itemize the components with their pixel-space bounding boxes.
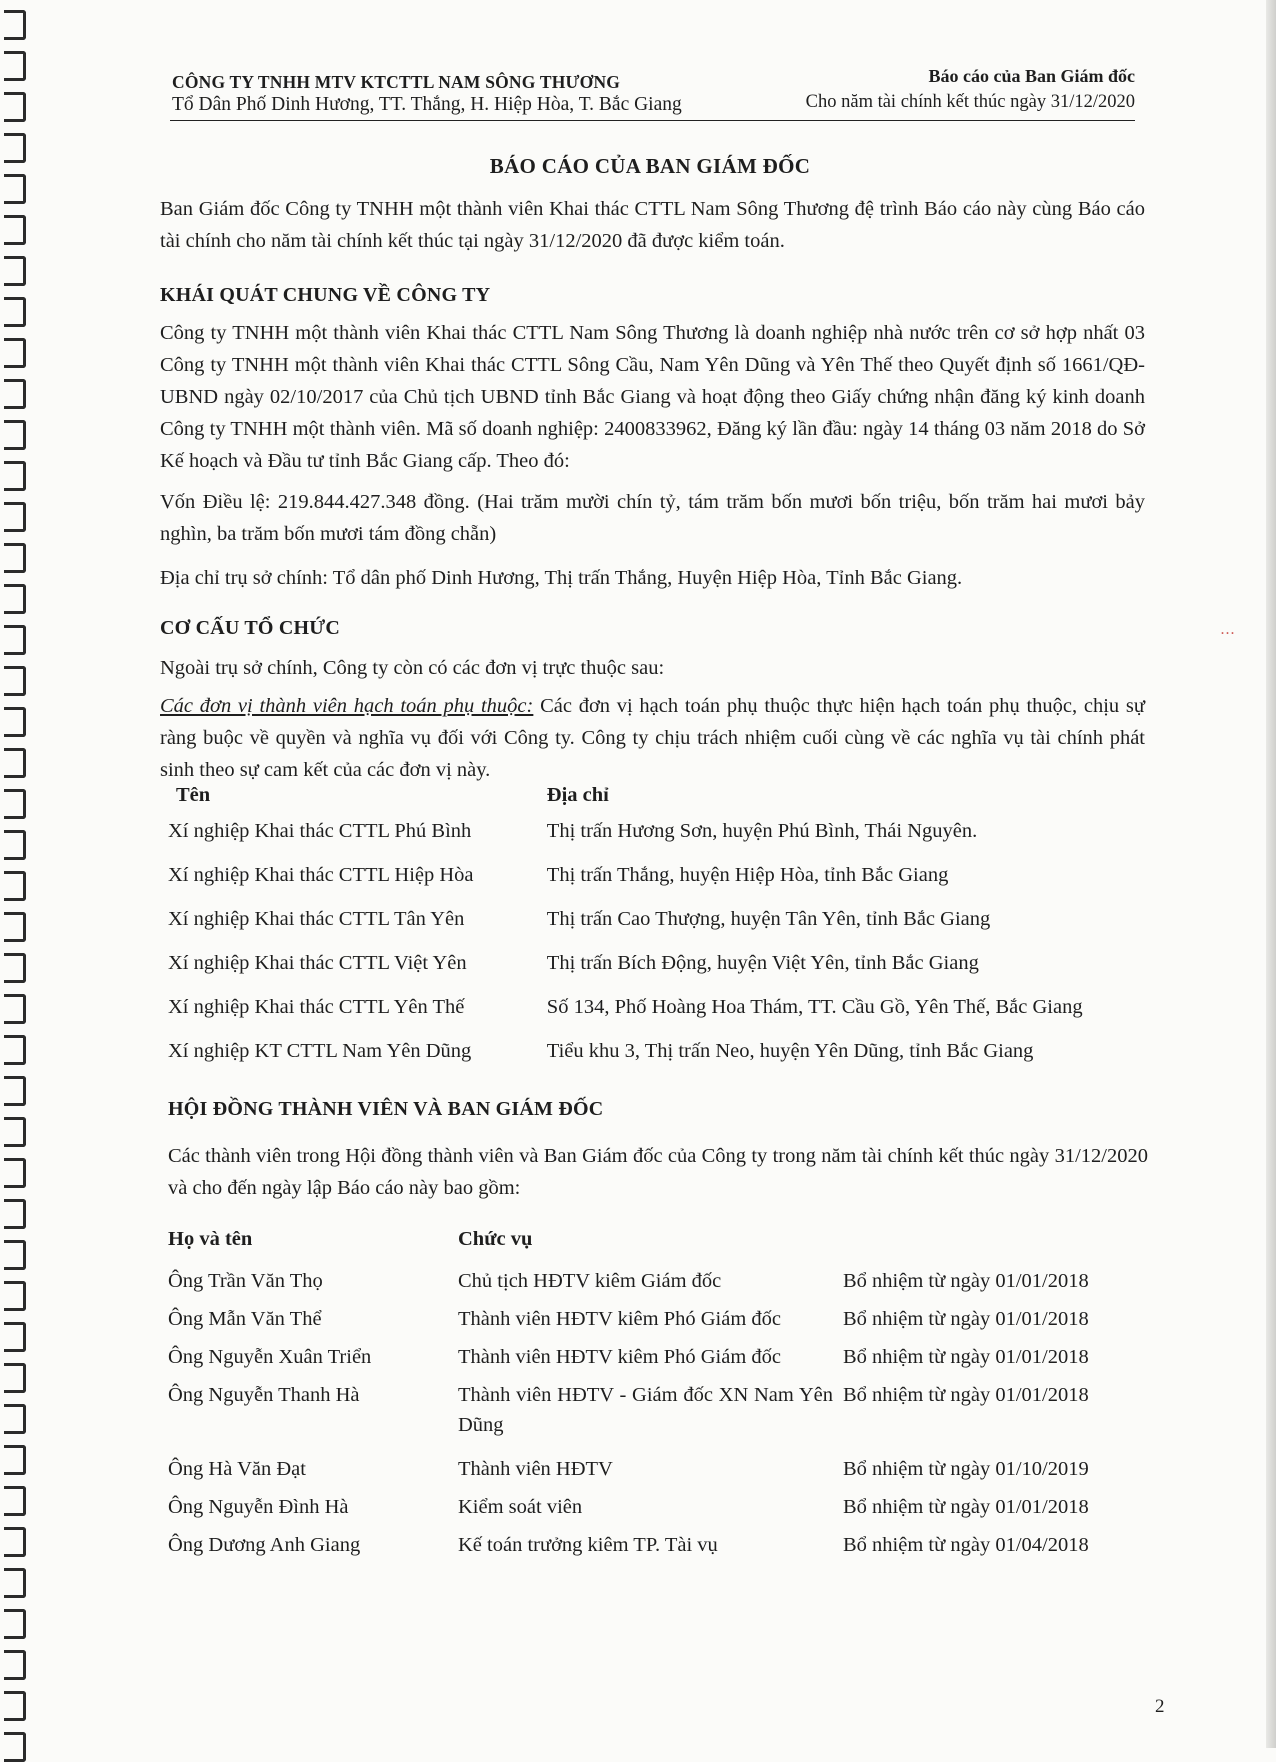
binding-ring — [4, 502, 26, 532]
report-name: Báo cáo của Ban Giám đốc — [928, 66, 1135, 86]
unit-address: Thị trấn Thắng, huyện Hiệp Hòa, tỉnh Bắc Giang — [546, 864, 949, 886]
binding-ring — [4, 1404, 26, 1434]
binding-ring — [4, 584, 26, 614]
board-heading: HỘI ĐỒNG THÀNH VIÊN VÀ BAN GIÁM ĐỐC — [168, 1098, 604, 1120]
member-appointed: Bổ nhiệm từ ngày 01/10/2019 — [843, 1458, 1089, 1480]
member-position: Thành viên HĐTV - Giám đốc XN Nam Yên Dũng — [458, 1384, 833, 1436]
binding-ring — [4, 1076, 26, 1106]
unit-name: Xí nghiệp Khai thác CTTL Tân Yên — [168, 908, 465, 930]
general-paragraph: Công ty TNHH một thành viên Khai thác CTTL Nam Sông Thương là doanh nghiệp nhà nước trên cơ sở hợp nhất 03 Công ty TNHH một thành viên Khai thác CTTL Sông Cầu, Nam Yên Dũng và Yên Thế theo Quyết định số 1661/QĐ-UBND ngày 02/10/2017 của Chủ tịch UBND tỉnh Bắc Giang và hoạt động theo Giấy chứng nhận đăng ký kinh doanh Công ty TNHH một thành viên. Mã số doanh nghiệp: 2400833962, Đăng ký lần đầu: ngày 14 tháng 03 năm 2018 do Sở Kế hoạch và Đầu tư tỉnh Bắc Giang cấp. Theo đó: — [160, 322, 1145, 472]
page-title: BÁO CÁO CỦA BAN GIÁM ĐỐC — [489, 154, 811, 178]
member-row — [168, 1342, 1113, 1380]
binding-ring — [4, 1117, 26, 1147]
member-position: Thành viên HĐTV kiêm Phó Giám đốc — [458, 1346, 782, 1368]
dependent-units-label: Các đơn vị thành viên hạch toán phụ thuộc: — [160, 695, 534, 717]
member-appointed: Bổ nhiệm từ ngày 01/04/2018 — [843, 1534, 1089, 1556]
member-row — [168, 1454, 1113, 1492]
unit-address: Thị trấn Hương Sơn, huyện Phú Bình, Thái Nguyên. — [546, 820, 978, 842]
member-name: Ông Hà Văn Đạt — [168, 1458, 306, 1480]
binding-ring — [4, 1322, 26, 1352]
unit-address: Tiểu khu 3, Thị trấn Neo, huyện Yên Dũng, tỉnh Bắc Giang — [546, 1040, 1034, 1062]
company-address: Tổ Dân Phố Dinh Hương, TT. Thắng, H. Hiệp Hòa, T. Bắc Giang — [172, 94, 682, 115]
unit-row — [168, 996, 1140, 1040]
member-name: Ông Mẫn Văn Thể — [168, 1308, 322, 1330]
col-position-header: Chức vụ — [458, 1228, 533, 1250]
binding-ring — [4, 1445, 26, 1475]
binding-ring — [4, 256, 26, 286]
member-appointed: Bổ nhiệm từ ngày 01/01/2018 — [843, 1496, 1089, 1518]
binding-ring — [4, 748, 26, 778]
binding-ring — [4, 830, 26, 860]
binding-ring — [4, 912, 26, 942]
col-fullname-header: Họ và tên — [168, 1228, 253, 1250]
member-name: Ông Nguyễn Đình Hà — [168, 1496, 349, 1518]
binding-ring — [4, 215, 26, 245]
org-intro: Ngoài trụ sở chính, Công ty còn có các đơn vị trực thuộc sau: — [160, 657, 665, 679]
binding-ring — [4, 379, 26, 409]
unit-row — [168, 1040, 1140, 1084]
red-stamp-fragment: … — [1220, 620, 1235, 638]
units-table — [168, 784, 1140, 1084]
member-row — [168, 1266, 1113, 1304]
binding-ring — [4, 1158, 26, 1188]
member-appointed: Bổ nhiệm từ ngày 01/01/2018 — [843, 1270, 1089, 1292]
member-name: Ông Trần Văn Thọ — [168, 1270, 323, 1292]
binding-ring — [4, 133, 26, 163]
binding-ring — [4, 92, 26, 122]
binding-ring — [4, 338, 26, 368]
binding-ring — [4, 1691, 26, 1721]
member-position: Thành viên HĐTV — [458, 1458, 613, 1480]
report-period: Cho năm tài chính kết thúc ngày 31/12/2020 — [805, 92, 1135, 112]
member-row — [168, 1492, 1113, 1530]
header-rule — [170, 120, 1135, 121]
binding-ring — [4, 789, 26, 819]
head-office-paragraph: Địa chỉ trụ sở chính: Tổ dân phố Dinh Hương, Thị trấn Thắng, Huyện Hiệp Hòa, Tỉnh Bắc Giang. — [160, 567, 963, 589]
binding-ring — [4, 10, 26, 40]
member-row — [168, 1530, 1113, 1568]
binding-ring — [4, 625, 26, 655]
binding-ring — [4, 1609, 26, 1639]
unit-name: Xí nghiệp Khai thác CTTL Yên Thế — [168, 996, 465, 1018]
members-header-row — [168, 1228, 1113, 1266]
col-address-header: Địa chỉ — [546, 784, 609, 806]
binding-ring — [4, 707, 26, 737]
member-name: Ông Nguyễn Thanh Hà — [168, 1384, 360, 1406]
binding-ring — [4, 461, 26, 491]
binding-ring — [4, 953, 26, 983]
binding-ring — [4, 420, 26, 450]
binding-ring — [4, 871, 26, 901]
capital-paragraph: Vốn Điều lệ: 219.844.427.348 đồng. (Hai trăm mười chín tỷ, tám trăm bốn mươi bốn triệu, bốn trăm hai mươi bảy nghìn, ba trăm bốn mươi tám đồng chẵn) — [160, 491, 1145, 545]
unit-row — [168, 908, 1140, 952]
page-number: 2 — [1155, 1696, 1165, 1717]
units-header-row — [168, 784, 1140, 820]
unit-name: Xí nghiệp Khai thác CTTL Phú Bình — [168, 820, 472, 842]
company-name: CÔNG TY TNHH MTV KTCTTL NAM SÔNG THƯƠNG — [172, 72, 621, 92]
dependent-units-paragraph — [160, 690, 1145, 786]
member-row — [168, 1380, 1113, 1454]
member-position: Chủ tịch HĐTV kiêm Giám đốc — [458, 1270, 722, 1292]
unit-row — [168, 864, 1140, 908]
member-name: Ông Dương Anh Giang — [168, 1534, 361, 1556]
unit-name: Xí nghiệp Khai thác CTTL Việt Yên — [168, 952, 467, 974]
general-heading: KHÁI QUÁT CHUNG VỀ CÔNG TY — [160, 284, 491, 306]
member-position: Kiểm soát viên — [458, 1496, 583, 1518]
member-row — [168, 1304, 1113, 1342]
board-intro: Các thành viên trong Hội đồng thành viên và Ban Giám đốc của Công ty trong năm tài chính kết thúc ngày 31/12/2020 và cho đến ngày lập Báo cáo này bao gồm: — [168, 1145, 1148, 1199]
member-appointed: Bổ nhiệm từ ngày 01/01/2018 — [843, 1308, 1089, 1330]
binding-ring — [4, 1363, 26, 1393]
unit-row — [168, 820, 1140, 864]
binding-ring — [4, 1486, 26, 1516]
col-appointed-header — [843, 1228, 1113, 1266]
dependent-units-text: Các đơn vị hạch toán phụ thuộc thực hiện hạch toán phụ thuộc, chịu sự ràng buộc về quyền và nghĩa vụ đối với Công ty. Công ty chịu trách nhiệm cuối cùng về các nghĩa vụ tài chính phát sinh theo sự cam kết của các đơn vị này. — [160, 695, 1145, 781]
unit-row — [168, 952, 1140, 996]
unit-address: Số 134, Phố Hoàng Hoa Thám, TT. Cầu Gồ, Yên Thế, Bắc Giang — [546, 996, 1083, 1018]
member-position: Kế toán trưởng kiêm TP. Tài vụ — [458, 1534, 718, 1556]
binding-ring — [4, 666, 26, 696]
page-edge — [1266, 0, 1276, 1748]
intro-paragraph: Ban Giám đốc Công ty TNHH một thành viên Khai thác CTTL Nam Sông Thương đệ trình Báo cáo này cùng Báo cáo tài chính cho năm tài chính kết thúc tại ngày 31/12/2020 đã được kiểm toán. — [160, 198, 1145, 252]
binding-ring — [4, 174, 26, 204]
org-heading: CƠ CẤU TỔ CHỨC — [160, 617, 341, 639]
unit-name: Xí nghiệp Khai thác CTTL Hiệp Hòa — [168, 864, 474, 886]
binding-ring — [4, 994, 26, 1024]
binding-ring — [4, 1568, 26, 1598]
binding-ring — [4, 1035, 26, 1065]
binding-ring — [4, 1650, 26, 1680]
binding-ring — [4, 1527, 26, 1557]
binding-ring — [4, 1732, 26, 1762]
ring-binding — [0, 0, 34, 1748]
member-position: Thành viên HĐTV kiêm Phó Giám đốc — [458, 1308, 782, 1330]
unit-name: Xí nghiệp KT CTTL Nam Yên Dũng — [168, 1040, 472, 1062]
binding-ring — [4, 543, 26, 573]
binding-ring — [4, 1199, 26, 1229]
binding-ring — [4, 1281, 26, 1311]
col-name-header: Tên — [176, 784, 211, 806]
binding-ring — [4, 51, 26, 81]
unit-address: Thị trấn Cao Thượng, huyện Tân Yên, tỉnh Bắc Giang — [546, 908, 991, 930]
unit-address: Thị trấn Bích Động, huyện Việt Yên, tỉnh Bắc Giang — [546, 952, 979, 974]
member-appointed: Bổ nhiệm từ ngày 01/01/2018 — [843, 1346, 1089, 1368]
binding-ring — [4, 1240, 26, 1270]
member-appointed: Bổ nhiệm từ ngày 01/01/2018 — [843, 1384, 1089, 1406]
members-table — [168, 1228, 1113, 1568]
binding-ring — [4, 297, 26, 327]
member-name: Ông Nguyễn Xuân Triển — [168, 1346, 372, 1368]
